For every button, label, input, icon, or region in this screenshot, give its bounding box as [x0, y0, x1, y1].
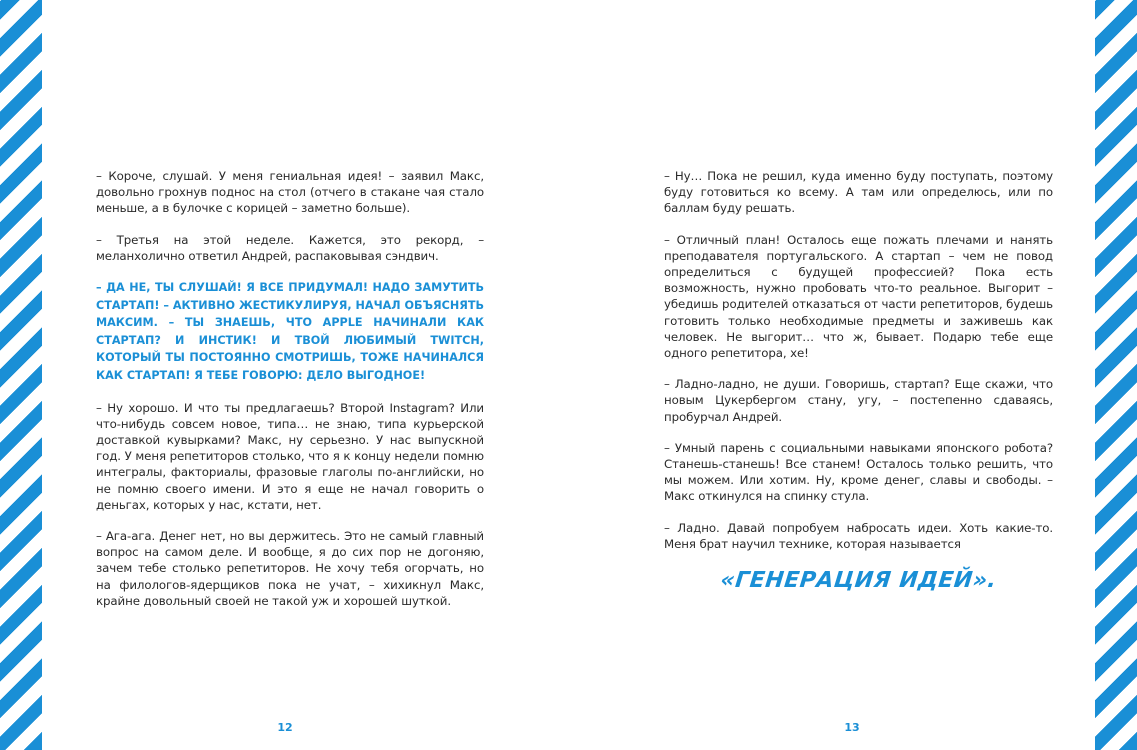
page-number-right: 13 [844, 721, 860, 734]
page-number-left: 12 [277, 721, 293, 734]
paragraph: – Ну хорошо. И что ты предлагаешь? Второй Instagram? Или что-нибудь совсем новое, типа… не знаю, типа курьерской доставкой кувырками? Макс, ну серьезно. У нас выпускной год. У меня репетиторов столько, что я к концу недели помню интегралы, факториалы, фразовые глаголы по-английски, но не помню своего имени. И это я еще не начал говорить о деньгах, которых у нас, кстати, нет. [96, 400, 484, 512]
right-page [664, 168, 1053, 593]
paragraph: – Третья на этой неделе. Кажется, это рекорд, – меланхолично ответил Андрей, распаковывая сэндвич. [96, 232, 484, 263]
paragraph: – Короче, слушай. У меня гениальная идея! – заявил Макс, довольно грохнув поднос на стол (отчего в стакане чая стало меньше, а в булочке с корицей – заметно больше). [96, 169, 484, 216]
highlighted-paragraph: – ДА НЕ, ТЫ СЛУШАЙ! Я ВСЕ ПРИДУМАЛ! НАДО ЗАМУТИТЬ СТАРТАП! – АКТИВНО ЖЕСТИКУЛИРУЯ, НАЧАЛ ОБЪЯСНЯТЬ МАКСИМ. – ТЫ ЗНАЕШЬ, ЧТО APPLE НАЧИНАЛИ КАК СТАРТАП? И ИНСТИК! И ТВОЙ ЛЮБИМЫЙ TWITCH, КОТОРЫЙ ТЫ ПОСТОЯННО СМОТРИШЬ, ТОЖЕ НАЧИНАЛСЯ КАК СТАРТАП! Я ТЕБЕ ГОВОРЮ: ДЕЛО ВЫГОДНОЕ! [96, 281, 484, 382]
paragraph: – Отличный план! Осталось еще пожать плечами и нанять преподавателя португальского. А стартап – чем не повод определиться с будущей профессией? Пока есть возможность, нужно пробовать что-то реальное. Выгорит – убедишь родителей отказаться от части репетиторов, будешь готовить только необходимые предметы и заживешь как человек. Не выгорит… что ж, бывает. Подарю тебе еще одного репетитора, хе! [664, 232, 1053, 361]
paragraph: – Ладно. Давай попробуем набросать идеи. Хоть какие-то. Меня брат научил технике, которая называется [664, 520, 1053, 551]
paragraph: – Ладно-ладно, не души. Говоришь, стартап? Еще скажи, что новым Цукербергом стану, угу, – постепенно сдаваясь, пробурчал Андрей. [664, 377, 1053, 424]
idea-generation-headline: «ГЕНЕРАЦИЯ ИДЕЙ». [719, 568, 998, 594]
left-page [96, 168, 484, 624]
left-stripe-border [0, 0, 42, 750]
paragraph: – Ага-ага. Денег нет, но вы держитесь. Это не самый главный вопрос на самом деле. И вообще, я до сих пор не догоняю, зачем тебе столько репетиторов. Не хочу тебя огорчать, но на филологов-ядерщиков пока не учат, – хихикнул Макс, крайне довольный своей не такой уж и хорошей шуткой. [96, 529, 484, 608]
paragraph: – Ну… Пока не решил, куда именно буду поступать, поэтому буду готовиться ко всему. А там или определюсь, или по баллам буду решать. [664, 169, 1053, 216]
paragraph: – Умный парень с социальными навыками японского робота? Станешь-станешь! Все станем! Осталось только решить, что мы можем. Или хотим. Ну, кроме денег, славы и свободы. – Макс откинулся на спинку стула. [664, 440, 1053, 504]
right-stripe-border [1095, 0, 1137, 750]
